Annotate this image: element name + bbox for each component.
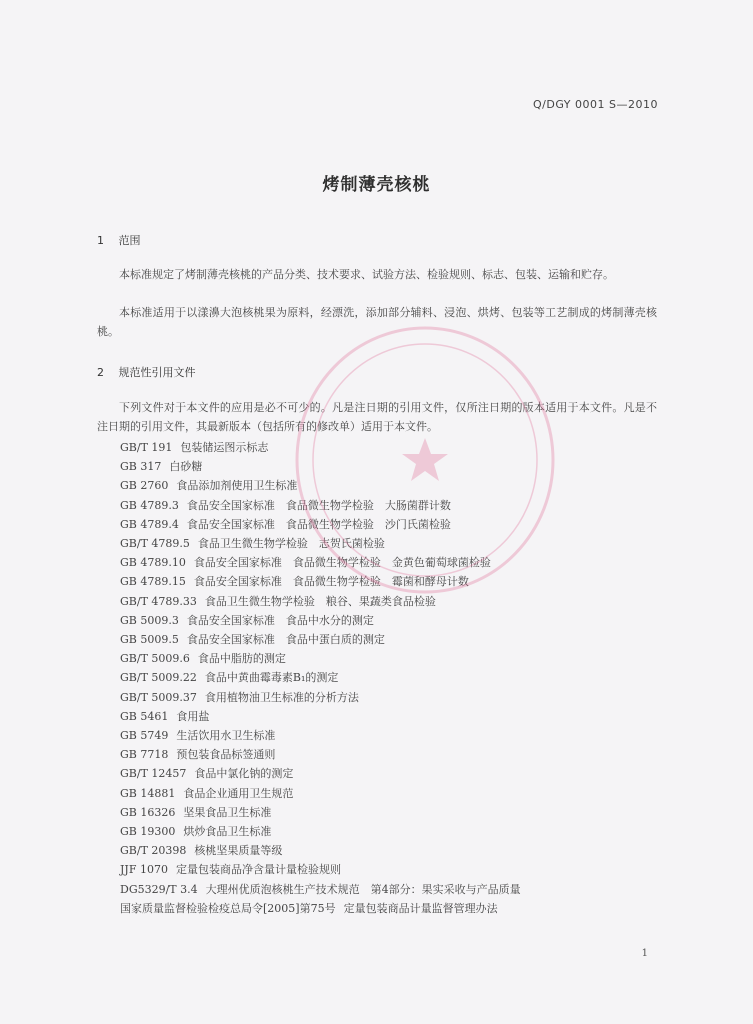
section-title: 规范性引用文件 [118, 366, 196, 379]
reference-code: GB/T 5009.22 [120, 671, 197, 685]
reference-code: GB 4789.15 [120, 575, 186, 589]
reference-item [120, 707, 521, 726]
reference-title: 核桃坚果质量等级 [194, 844, 283, 858]
scope-paragraph-2: 本标准适用于以漾濞大泡核桃果为原料，经漂洗，添加部分辅料、浸泡、烘烤、包装等工艺制成的烤制薄壳核桃。 [97, 306, 657, 338]
reference-title: 食品添加剂使用卫生标准 [176, 479, 298, 493]
section-number: 1 [97, 234, 104, 247]
reference-item [120, 476, 521, 495]
references-intro-paragraph: 下列文件对于本文件的应用是必不可少的。凡是注日期的引用文件，仅所注日期的版本适用于本文件。凡是不注日期的引用文件，其最新版本（包括所有的修改单）适用于本文件。 [97, 401, 657, 433]
reference-code: GB 5749 [120, 729, 169, 743]
reference-title: 食用盐 [176, 709, 210, 723]
reference-code: GB/T 191 [120, 441, 173, 454]
reference-item [120, 803, 521, 822]
reference-item [120, 592, 521, 611]
section-number: 2 [97, 366, 104, 379]
reference-title: 预包装食品标签通则 [176, 748, 276, 762]
reference-item [120, 534, 521, 553]
reference-item [120, 630, 521, 649]
reference-item [120, 860, 521, 879]
reference-code: GB/T 4789.33 [120, 594, 197, 608]
reference-item [120, 496, 521, 515]
reference-item [120, 899, 521, 918]
reference-item [120, 764, 521, 783]
reference-code: GB/T 12457 [120, 767, 187, 781]
reference-title: 食品安全国家标准 食品中水分的测定 [186, 613, 374, 627]
reference-title: 坚果食品卫生标准 [183, 805, 272, 819]
document-code: Q/DGY 0001 S—2010 [533, 98, 658, 111]
reference-title: 烘炒食品卫生标准 [183, 825, 272, 839]
reference-code: JJF 1070 [120, 863, 168, 877]
reference-item [120, 572, 521, 591]
reference-item [120, 457, 521, 476]
reference-code: GB 5009.5 [120, 633, 179, 647]
reference-item [120, 438, 521, 457]
reference-item [120, 822, 521, 841]
reference-title: 食用植物油卫生标准的分析方法 [204, 690, 359, 704]
reference-code: GB 7718 [120, 748, 169, 762]
reference-list [120, 438, 521, 918]
reference-code: GB 4789.3 [120, 498, 179, 512]
reference-code: GB 19300 [120, 825, 176, 839]
reference-title: 生活饮用水卫生标准 [176, 729, 276, 743]
document-title: 烤制薄壳核桃 [322, 175, 431, 195]
reference-item [120, 668, 521, 687]
reference-title: 大理州优质泡核桃生产技术规范 第4部分：果实采收与产品质量 [205, 882, 521, 896]
scope-paragraph-1: 本标准规定了烤制薄壳核桃的产品分类、技术要求、试验方法、检验规则、标志、包装、运输和贮存。 [119, 268, 614, 281]
reference-title: 食品卫生微生物学检验 粮谷、果蔬类食品检验 [204, 594, 436, 608]
reference-code: GB/T 5009.6 [120, 652, 190, 666]
reference-item [120, 553, 521, 572]
reference-item [120, 726, 521, 745]
reference-title: 白砂糖 [169, 460, 203, 474]
reference-item [120, 841, 521, 860]
reference-code: GB/T 5009.37 [120, 690, 197, 704]
reference-item [120, 880, 521, 899]
reference-item [120, 784, 521, 803]
reference-item [120, 611, 521, 630]
reference-code: GB 2760 [120, 479, 169, 493]
reference-title: 食品安全国家标准 食品中蛋白质的测定 [186, 633, 385, 647]
reference-title: 食品安全国家标准 食品微生物学检验 霉菌和酵母计数 [193, 575, 469, 589]
reference-item [120, 515, 521, 534]
reference-title: 食品中氯化钠的测定 [194, 767, 294, 781]
reference-title: 定量包装商品计量监督管理办法 [343, 901, 498, 915]
reference-code: GB 5009.3 [120, 613, 179, 627]
reference-title: 包装储运图示标志 [180, 441, 269, 454]
reference-title: 食品安全国家标准 食品微生物学检验 大肠菌群计数 [186, 498, 451, 512]
reference-code: DG5329/T 3.4 [120, 882, 198, 896]
reference-item [120, 649, 521, 668]
reference-title: 食品安全国家标准 食品微生物学检验 金黄色葡萄球菌检验 [193, 556, 491, 570]
reference-code: GB 5461 [120, 709, 169, 723]
reference-code: GB/T 20398 [120, 844, 187, 858]
reference-title: 食品企业通用卫生规范 [183, 786, 294, 800]
section-heading-references [97, 364, 196, 380]
reference-title: 定量包装商品净含量计量检验规则 [175, 863, 341, 877]
section-title: 范围 [118, 234, 141, 247]
reference-title: 食品安全国家标准 食品微生物学检验 沙门氏菌检验 [186, 517, 451, 531]
reference-code: GB 14881 [120, 786, 176, 800]
reference-code: GB 16326 [120, 805, 176, 819]
reference-code: GB 4789.10 [120, 556, 186, 570]
page-number: 1 [641, 948, 648, 959]
reference-code: GB 317 [120, 460, 162, 474]
reference-item [120, 745, 521, 764]
section-heading-scope [97, 232, 141, 248]
reference-code: GB 4789.4 [120, 517, 179, 531]
reference-title: 食品中脂肪的测定 [197, 652, 286, 666]
reference-code: GB/T 4789.5 [120, 537, 190, 551]
reference-code: 国家质量监督检验检疫总局令[2005]第75号 [120, 901, 336, 915]
reference-item [120, 688, 521, 707]
reference-title: 食品中黄曲霉毒素B₁的测定 [204, 671, 339, 685]
reference-title: 食品卫生微生物学检验 志贺氏菌检验 [197, 537, 385, 551]
